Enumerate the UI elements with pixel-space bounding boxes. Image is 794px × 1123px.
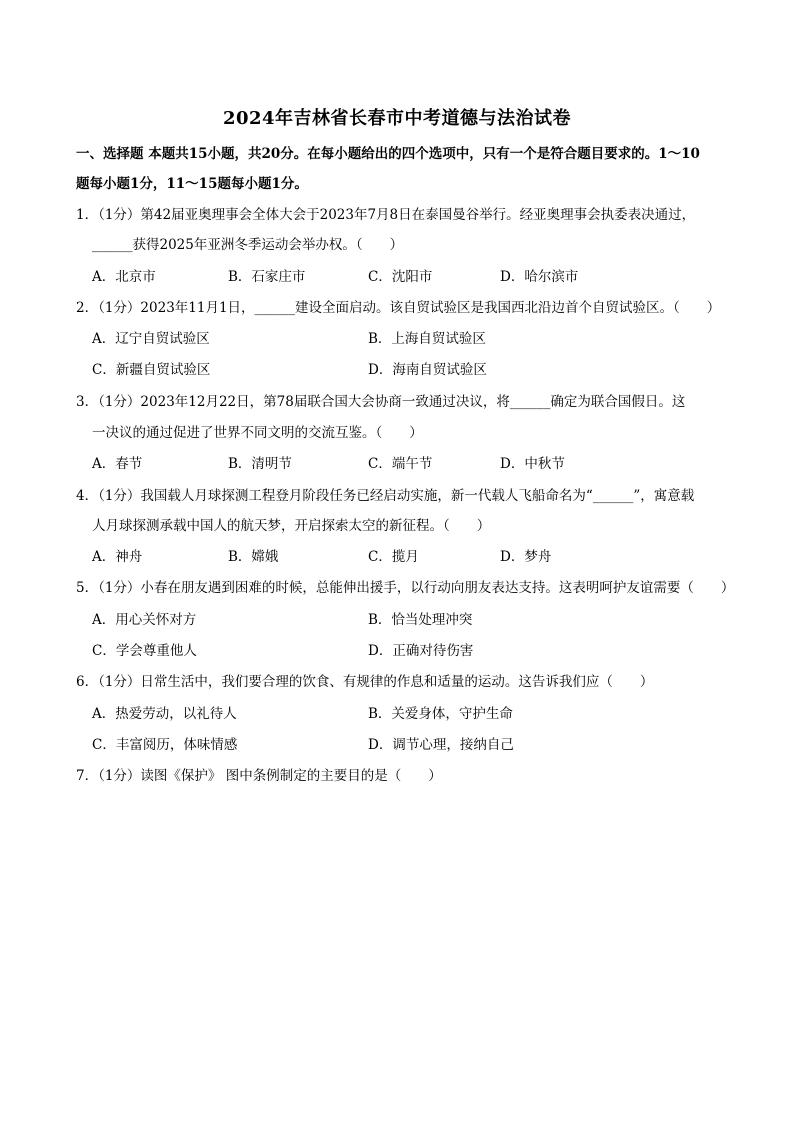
question-1-option-b: B．石家庄市 [228,269,306,285]
question-4-option-c: C．揽月 [368,549,419,565]
question-7-line-1: 7．（1分）读图《保护》 图中条例制定的主要目的是（ ） [76,768,442,784]
question-4-option-b: B．嫦娥 [228,549,279,565]
question-1-option-a: A．北京市 [92,269,156,285]
question-5-option-a: A．用心关怀对方 [92,612,197,628]
question-2-option-c: C．新疆自贸试验区 [92,362,211,378]
question-2-option-d: D．海南自贸试验区 [368,362,487,378]
question-6-line-1: 6．（1分）日常生活中，我们要合理的饮食、有规律的作息和适量的运动。这告诉我们应（ ） [76,674,654,690]
question-3-line-1: 3．（1分）2023年12月22日，第78届联合国大会协商一致通过决议，将______确定为联合国假日。这 [76,394,686,410]
question-1-line-2: ______获得2025年亚洲冬季运动会举办权。（ ） [92,237,404,253]
question-3-option-c: C．端午节 [368,456,433,472]
page-title: 2024年吉林省长春市中考道德与法治试卷 [222,108,572,129]
question-1-option-c: C．沈阳市 [368,269,433,285]
question-4-option-d: D．梦舟 [500,549,552,565]
section-instructions-line2: 题每小题1分，11～15题每小题1分。 [76,176,308,192]
question-3-option-a: A．春节 [92,456,143,472]
question-1-option-d: D．哈尔滨市 [500,269,579,285]
question-6-option-a: A．热爱劳动，以礼待人 [92,706,237,722]
question-6-option-b: B．关爱身体，守护生命 [368,706,513,722]
question-5-option-d: D．正确对待伤害 [368,643,474,659]
question-3-line-2: 一决议的通过促进了世界不同文明的交流互鉴。（ ） [92,425,423,441]
question-4-option-a: A．神舟 [92,549,143,565]
question-2-option-a: A．辽宁自贸试验区 [92,331,210,347]
question-5-line-1: 5．（1分）小春在朋友遇到困难的时候，总能伸出援手，以行动向朋友表达支持。这表明呵护友谊需要（ ） [76,580,735,596]
question-1-line-1: 1．（1分）第42届亚奥理事会全体大会于2023年7月8日在泰国曼谷举行。经亚奥理事会执委表决通过， [76,207,696,223]
question-4-line-2: 人月球探测承载中国人的航天梦，开启探索太空的新征程。（ ） [92,518,491,534]
question-2-option-b: B．上海自贸试验区 [368,331,486,347]
question-4-line-1: 4．（1分）我国载人月球探测工程登月阶段任务已经启动实施，新一代载人飞船命名为“______”，寓意载 [76,488,695,504]
question-5-option-b: B．恰当处理冲突 [368,612,473,628]
question-6-option-c: C．丰富阅历，体味情感 [92,737,238,753]
question-3-option-d: D．中秋节 [500,456,565,472]
section-instructions-line1: 一、选择题 本题共15小题，共20分。在每小题给出的四个选项中，只有一个是符合题目要求的。1～10 [76,146,700,162]
question-3-option-b: B．清明节 [228,456,292,472]
question-2-line-1: 2．（1分）2023年11月1日，______建设全面启动。该自贸试验区是我国西北沿边首个自贸试验区。（ ） [76,300,721,316]
question-6-option-d: D．调节心理，接纳自己 [368,737,514,753]
question-5-option-c: C．学会尊重他人 [92,643,197,659]
